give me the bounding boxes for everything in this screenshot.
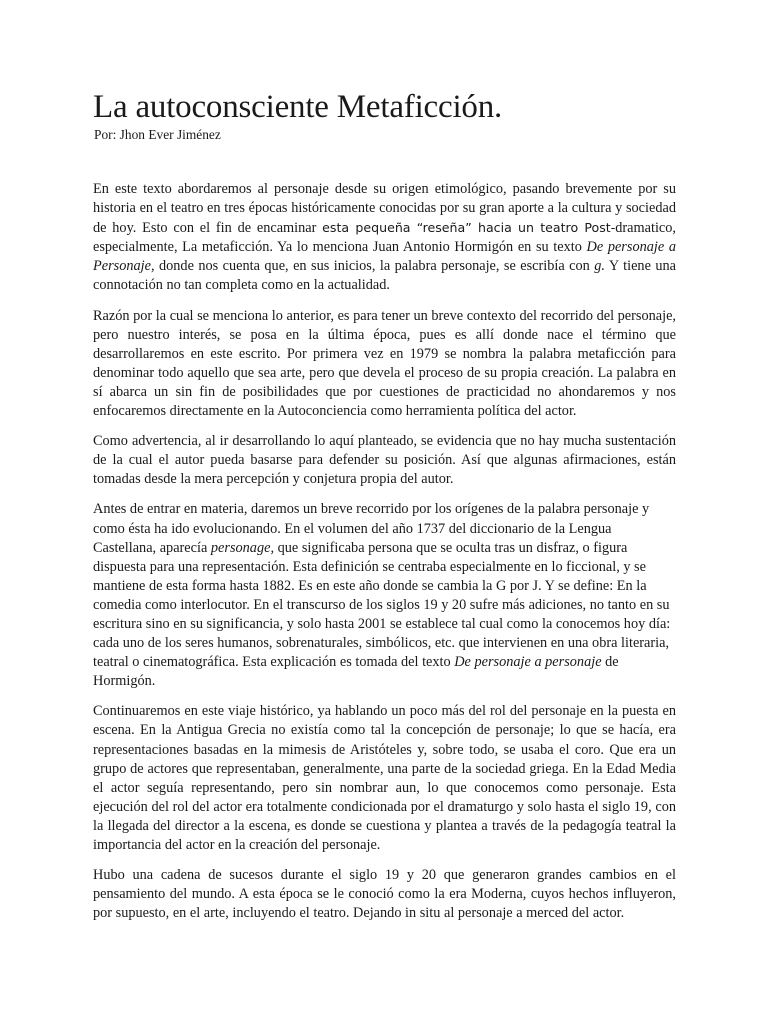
paragraph — [93, 180, 676, 296]
text-segment: Como advertencia, al ir desarrollando lo aquí planteado, se evidencia que no hay mucha sustentación de la cual el autor pueda basarse para defender su posición. Así que algunas afirmaciones, están tomadas desde la mera percepción y conjetura propia del autor. — [93, 433, 676, 488]
text-segment: Razón por la cual se menciona lo anterior, es para tener un breve contexto del recorrido del personaje, pero nuestro interés, se posa en la última época, pues es allí donde nace el término que desarrollaremos en este escrito. Por primera vez en 1979 se nombra la palabra metaficción para denominar todo aquello que sea arte, pero que devela el proceso de su propia creación. La palabra en sí abarca un sin fin de posibilidades que por cuestiones de practicidad no ahondaremos y nos enfocaremos directamente en la Autoconciencia como herramienta política del actor. — [93, 307, 676, 420]
text-segment: dramatico, especialmente, La metaficción. Ya lo menciona Juan Antonio Hormigón en su texto — [93, 220, 676, 256]
text-segment: Y tiene una connotación no tan completa como en la actualidad. — [93, 258, 676, 294]
paragraph — [93, 432, 676, 489]
sans-text: esta pequeña “reseña” hacia un teatro Post- — [322, 220, 616, 236]
text-segment: Continuaremos en este viaje histórico, ya hablando un poco más del rol del personaje en la puesta en escena. En la Antigua Grecia no existía como tal la concepción de personaje; lo que se hacía, era representaciones basadas en la mimesis de Aristóteles y, sobre todo, se usaba el coro. Que era un grupo de actores que representaban, generalmente, una parte de la sociedad griega. En la Edad Media el actor seguía representando, pero sin nombrar aun, lo que conocemos como personaje. Esta ejecución del rol del actor era totalmente condicionada por el dramaturgo y solo hasta el siglo 19, con la llegada del director a la escena, es donde se cuestiona y plantea a través de la pedagogía teatral la importancia del actor en la creación del personaje. — [93, 703, 676, 853]
document-byline: Por: Jhon Ever Jiménez — [94, 127, 221, 142]
text-segment: En este texto abordaremos al personaje desde su origen etimológico, pasando brevemente por su historia en el teatro en tres épocas históricamente conocidas por su gran aporte a la cultura y sociedad de hoy. Esto con el fin de encaminar — [93, 181, 676, 237]
paragraph — [93, 307, 676, 422]
document-body — [93, 180, 676, 923]
document-page — [93, 88, 676, 934]
text-segment: de Hormigón. — [93, 654, 619, 690]
paragraph — [93, 702, 676, 855]
text-segment: Antes de entrar en materia, daremos un breve recorrido por los orígenes de la palabra personaje y como ésta ha ido evolucionando. En el volumen del año 1737 del diccionario de la Lengua Castellana, aparecía — [93, 501, 650, 556]
text-segment: donde nos cuenta que, en sus inicios, la palabra personaje, se escribía con — [154, 258, 595, 275]
text-segment: que significaba persona que se oculta tras un disfraz, o figura dispuesta para una representación. Esta definición se centraba especialmente en lo ficcional, y se mantiene de esta forma hasta 1882. Es en este año donde se cambia la G por J. Y se define: En la comedia como interlocutor. En el transcurso de los siglos 19 y 20 sufre más adiciones, no tanto en su escritura sino en su significancia, y solo hasta 2001 se establece tal cual como la conocemos hoy día: cada uno de los seres humanos, sobrenaturales, simbólicos, etc. que intervienen en una obra literaria, teatral o cinematográfica. Esta explicación es tomada del texto — [93, 539, 671, 671]
italic-text: De personaje a personaje — [454, 654, 602, 671]
italic-text: personage, — [210, 539, 275, 556]
text-segment: Hubo una cadena de sucesos durante el siglo 19 y 20 que generaron grandes cambios en el pensamiento del mundo. A esta época se le conoció como la era Moderna, cuyos hechos influyeron, por supuesto, en el arte, incluyendo el teatro. Dejando in situ al personaje a merced del actor. — [93, 867, 676, 922]
paragraph — [93, 500, 676, 691]
document-title: La autoconsciente Metaficción. — [93, 89, 503, 125]
italic-text: De personaje a Personaje, — [93, 239, 676, 275]
paragraph — [93, 866, 676, 923]
italic-text: g. — [594, 258, 605, 275]
